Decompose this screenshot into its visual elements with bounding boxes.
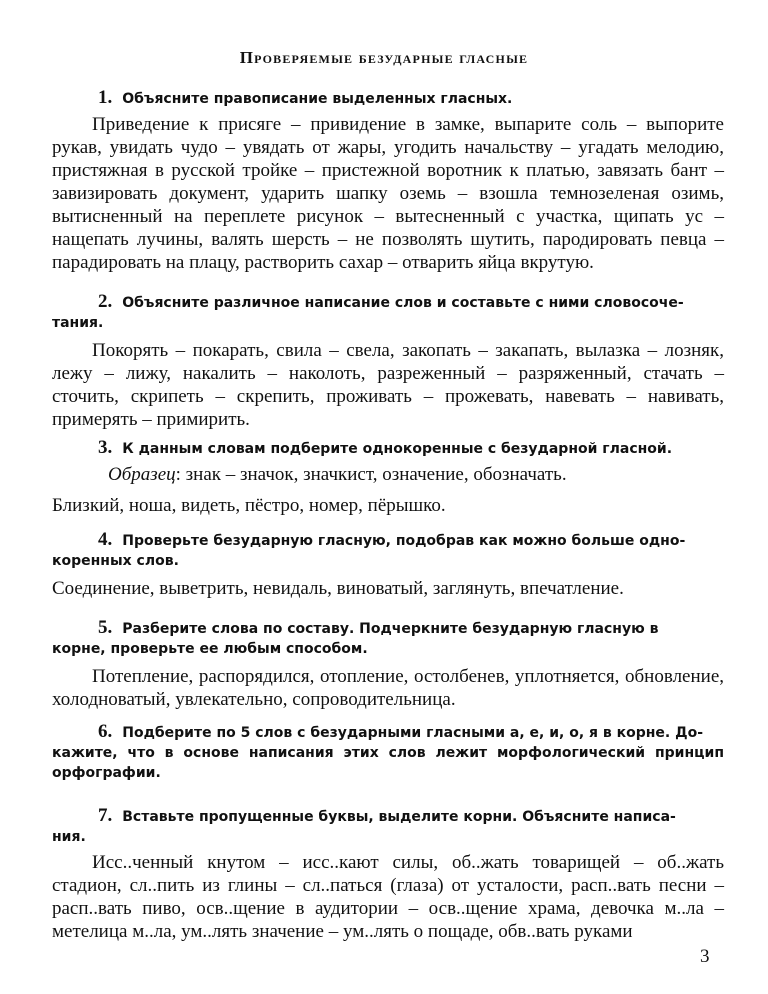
task-heading (52, 617, 724, 659)
task-heading (52, 721, 724, 783)
task-instruction-cont: ния. (52, 829, 86, 845)
sample-line (108, 463, 724, 486)
task-body (52, 665, 724, 711)
task-instruction-cont: кажите, что в основе написания этих слов лежит морфологический принцип орфографии. (52, 745, 724, 781)
task-heading (52, 529, 724, 571)
page-title: Проверяемые безударные гласные (239, 48, 529, 67)
task-body (52, 113, 724, 274)
task-number: 5. (98, 617, 113, 638)
task-instruction: Объясните правописание выделенных гласных. (122, 91, 513, 107)
task-5 (52, 617, 724, 711)
task-text: Соединение, выветрить, невидаль, виноватый, заглянуть, впечатление. (52, 578, 624, 599)
task-body (52, 851, 724, 943)
task-heading (52, 805, 724, 847)
task-instruction-cont: корне, проверьте ее любым способом. (52, 641, 368, 657)
sample-text: : знак – значок, значкист, означение, обозначать. (175, 464, 567, 485)
task-heading (92, 88, 724, 109)
task-7 (52, 805, 724, 943)
task-text: Покорять – покарать, свила – свела, закопать – закапать, вылазка – лозняк, лежу – лижу, накалить – наколоть, разреженный – разряженный, стачать – сточить, скрипеть – скрепить, проживать – прожевать, навевать – навивать, примерять – примирить. (52, 340, 724, 430)
task-heading (52, 291, 724, 333)
task-text: Близкий, ноша, видеть, пёстро, номер, пёрышко. (52, 495, 446, 516)
task-instruction: К данным словам подберите однокоренные с безударной гласной. (122, 441, 673, 457)
task-number: 2. (98, 291, 113, 312)
task-3 (52, 437, 724, 517)
task-2 (52, 291, 724, 431)
page-number: 3 (700, 946, 710, 967)
task-instruction: Разберите слова по составу. Подчеркните безударную гласную в (122, 621, 659, 637)
task-instruction: Проверьте безударную гласную, подобрав как можно больше одно- (122, 533, 686, 549)
task-1 (52, 87, 724, 274)
task-number: 1. (98, 87, 113, 108)
sample-label: Образец (108, 464, 176, 485)
task-6 (52, 721, 724, 783)
task-number: 6. (98, 721, 113, 742)
task-instruction-cont: коренных слов. (52, 553, 179, 569)
task-body (52, 494, 724, 517)
task-body (52, 339, 724, 431)
task-number: 4. (98, 529, 113, 550)
task-instruction-cont: тания. (52, 315, 104, 331)
task-instruction: Вставьте пропущенные буквы, выделите корни. Объясните написа- (122, 809, 676, 825)
task-instruction: Подберите по 5 слов с безударными гласными а, е, и, о, я в корне. До- (122, 725, 704, 741)
task-body (52, 577, 724, 600)
task-number: 3. (98, 437, 113, 458)
task-4 (52, 529, 724, 600)
task-heading (92, 438, 724, 459)
task-text: Исс..ченный кнутом – исс..кают силы, об..жать товарищей – об..жать стадион, сл..пить из глины – сл..паться (глаза) от усталости, расп..вать песни – расп..вать пиво, осв..щение в аудитории – осв..щение храма, девочка м..ла – метелица м..ла, ум..лять значение – ум..лять о пощаде, обв..вать руками (52, 852, 724, 942)
task-text: Приведение к присяге – привидение в замке, выпарите соль – выпорите рукав, увидать чудо – увядать от жары, угодить начальству – угадать мелодию, пристяжная в русской тройке – пристежной воротник к платью, завязать бант – завизировать документ, ударить шапку оземь – взошла темнозеленая озимь, вытисненный на переплете рисунок – вытесненный с участка, щипать ус – нащепать лучины, валять шерсть – не позволять шутить, пародировать певца – парадировать на плацу, растворить сахар – отварить яйца вкрутую. (52, 114, 724, 273)
task-text: Потепление, распорядился, отопление, остолбенев, уплотняется, обновление, холодноватый, увлекательно, сопроводительница. (52, 666, 724, 710)
task-number: 7. (98, 805, 113, 826)
task-instruction: Объясните различное написание слов и составьте с ними словосоче- (122, 295, 684, 311)
